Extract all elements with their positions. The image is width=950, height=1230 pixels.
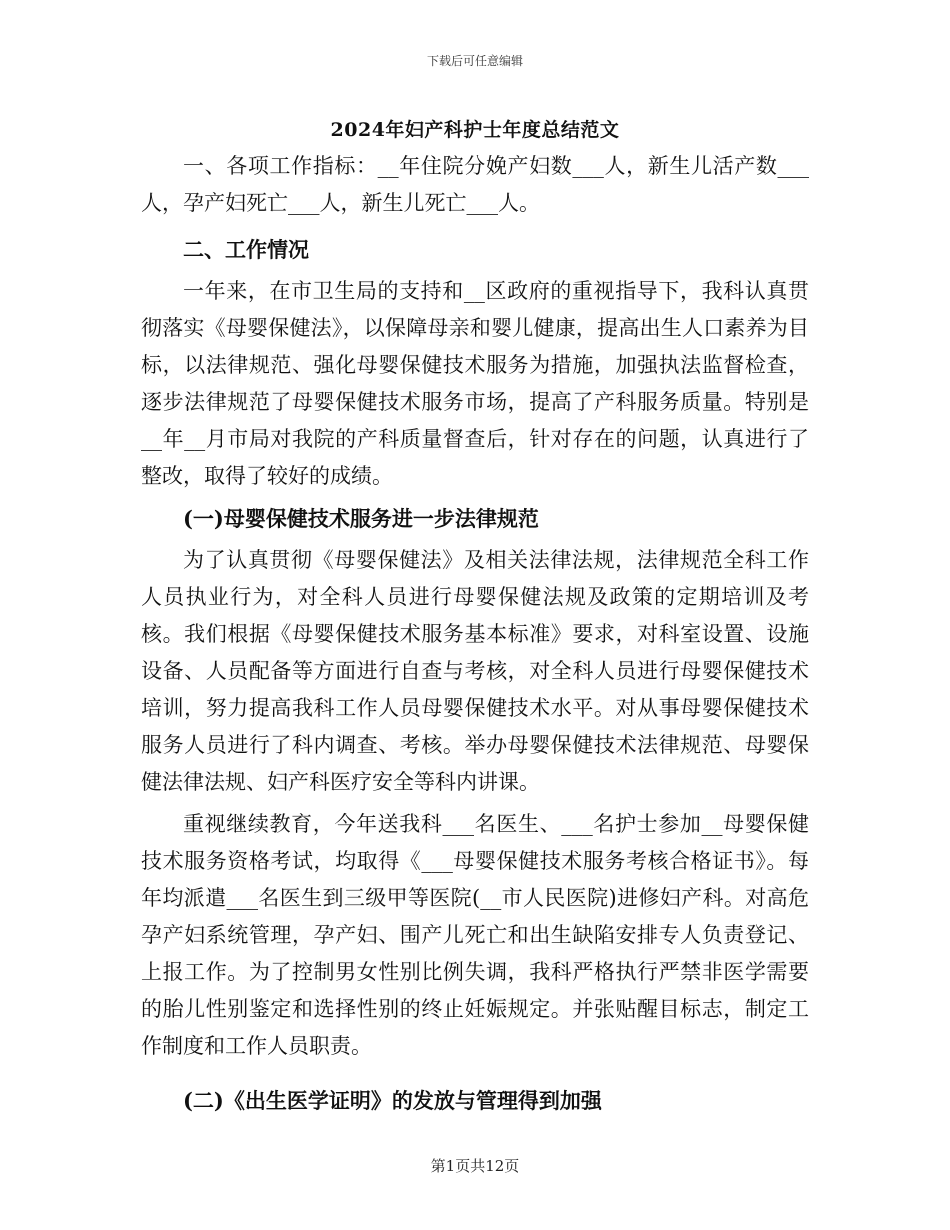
section-heading-work-status: 二、工作情况 xyxy=(183,237,309,262)
continuing-education-paragraph: 重视继续教育，今年送我科___名医生、___名护士参加__母婴保健技术服务资格考试，均取得《___母婴保健技术服务考核合格证书》。每年均派遣___名医生到三级甲等医院(__市人民医院)进修妇产科。对高危孕产妇系统管理，孕产妇、围产儿死亡和出生缺陷安排专人负责登记、上报工作。为了控制男女性别比例失调，我科严格执行严禁非医学需要的胎儿性别鉴定和选择性别的终止妊娠规定。并张贴醒目标志，制定工作制度和工作人员职责。 xyxy=(141,812,809,1058)
subsection-heading-1: (一)母婴保健技术服务进一步法律规范 xyxy=(183,506,539,531)
header-note: 下载后可任意编辑 xyxy=(426,54,523,68)
maternal-health-paragraph: 为了认真贯彻《母婴保健法》及相关法律法规，法律规范全科工作人员执业行为，对全科人员进行母婴保健法规及政策的定期培训及考核。我们根据《母婴保健技术服务基本标准》要求，对科室设置、设施设备、人员配备等方面进行自查与考核，对全科人员进行母婴保健技术培训，努力提高我科工作人员母婴保健技术水平。对从事母婴保健技术服务人员进行了科内调查、考核。举办母婴保健技术法律规范、母婴保健法律法规、妇产科医疗安全等科内讲课。 xyxy=(141,548,809,794)
work-indicators-paragraph: 一、各项工作指标：__年住院分娩产妇数___人，新生儿活产数___人，孕产妇死亡___人，新生儿死亡___人。 xyxy=(141,154,809,215)
subsection-heading-2: (二)《出生医学证明》的发放与管理得到加强 xyxy=(183,1088,602,1113)
page-number: 第1页共12页 xyxy=(430,1157,520,1175)
document-body xyxy=(141,148,809,1119)
work-overview-paragraph: 一年来，在市卫生局的支持和__区政府的重视指导下，我科认真贯彻落实《母婴保健法》，以保障母亲和婴儿健康，提高出生人口素养为目标，以法律规范、强化母婴保健技术服务为措施，加强执法监督检查，逐步法律规范了母婴保健技术服务市场，提高了产科服务质量。特别是__年__月市局对我院的产科质量督查后，针对存在的问题，认真进行了整改，取得了较好的成绩。 xyxy=(141,279,809,488)
document-title: 2024年妇产科护士年度总结范文 xyxy=(330,119,620,141)
